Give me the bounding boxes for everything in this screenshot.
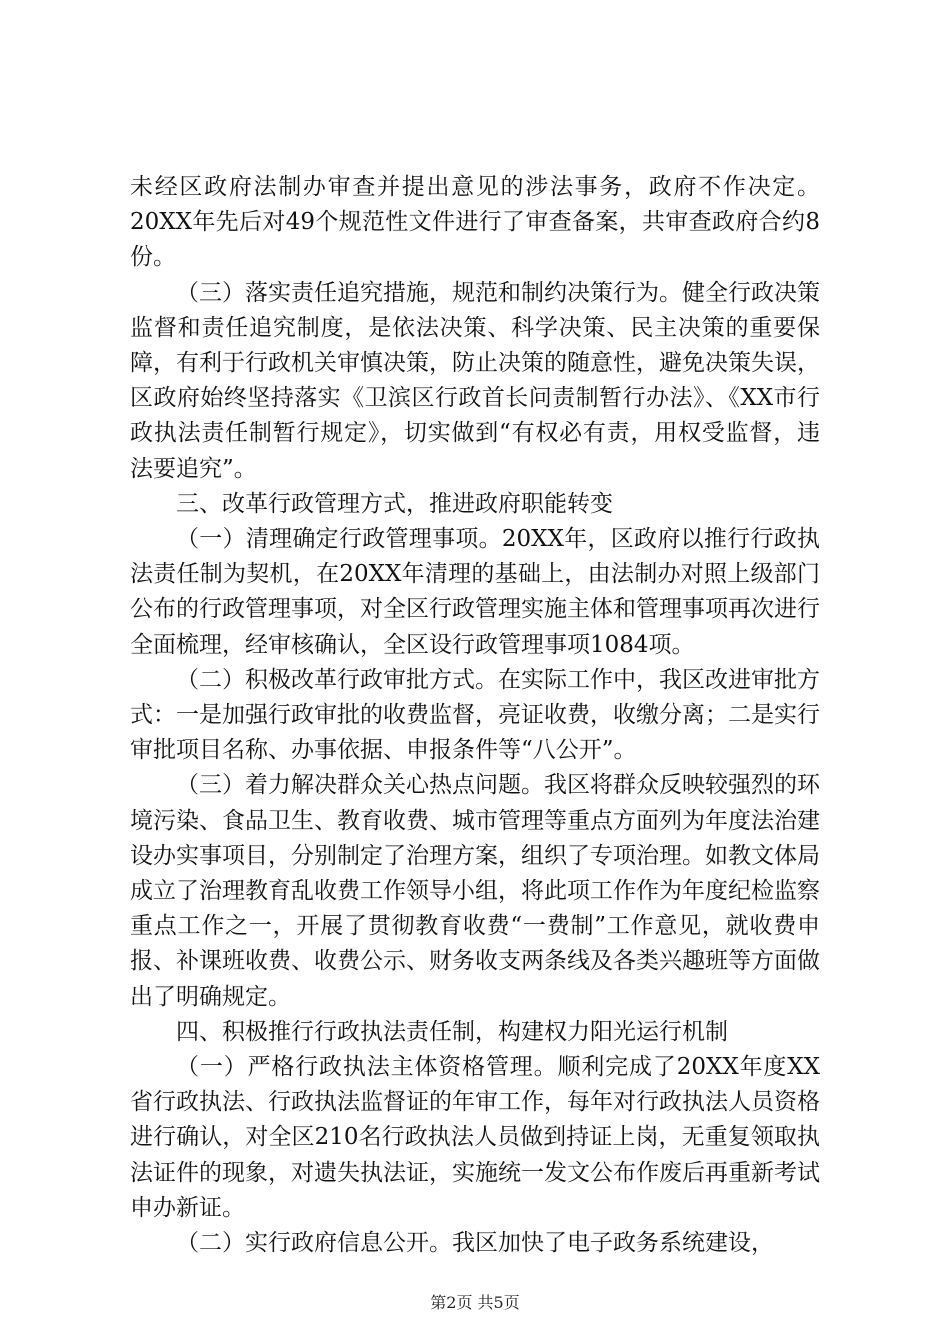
- paragraph-enforcement-qualification: （一）严格行政执法主体资格管理。顺利完成了20XX年度XX省行政执法、行政执法监督证的年审工作，每年对行政执法人员资格进行确认，对全区210名行政执法人员做到持证上岗，无重复领取执法证件的现象，对遗失执法证，实施统一发文公布作废后再重新考试申办新证。: [130, 1054, 820, 1221]
- paragraph-info-disclosure: （二）实行政府信息公开。我区加快了电子政务系统建设，: [176, 1230, 774, 1257]
- section-heading-4: 四、积极推行行政执法责任制，构建权力阳光运行机制: [176, 1018, 728, 1045]
- page-footer: 第2页 共5页: [430, 1293, 520, 1312]
- paragraph-approval-reform: （二）积极改革行政审批方式。在实际工作中，我区改进审批方式：一是加强行政审批的收费监督，亮证收费，收缴分离；二是实行审批项目名称、办事依据、申报条件等“八公开”。: [130, 666, 820, 764]
- paragraph-admin-items: （一）清理确定行政管理事项。20XX年，区政府以推行行政执法责任制为契机，在20XX年清理的基础上，由法制办对照上级部门公布的行政管理事项，对全区行政管理实施主体和管理事项再次进行全面梳理，经审核确认，全区设行政管理事项1084项。: [130, 526, 820, 658]
- document-body: [130, 170, 820, 1261]
- paragraph-hot-issues: （三）着力解决群众关心热点问题。我区将群众反映较强烈的环境污染、食品卫生、教育收费、城市管理等重点方面列为年度法治建设办实事项目，分别制定了治理方案，组织了专项治理。如教文体局成立了治理教育乱收费工作领导小组，将此项工作作为年度纪检监察重点工作之一，开展了贯彻教育收费“一费制”工作意见，就收费申报、补课班收费、收费公示、财务收支两条线及各类兴趣班等方面做出了明确规定。: [130, 772, 820, 1010]
- section-heading-3: 三、改革行政管理方式，推进政府职能转变: [176, 490, 613, 517]
- paragraph-continuation: 未经区政府法制办审查并提出意见的涉法事务，政府不作决定。20XX年先后对49个规范性文件进行了审查备案，共审查政府合约8份。: [130, 174, 820, 271]
- paragraph-decision-accountability: （三）落实责任追究措施，规范和制约决策行为。健全行政决策监督和责任追究制度，是依法决策、科学决策、民主决策的重要保障，有利于行政机关审慎决策，防止决策的随意性，避免决策失误，区政府始终坚持落实《卫滨区行政首长问责制暂行办法》、《XX市行政执法责任制暂行规定》，切实做到“有权必有责，用权受监督，违法要追究”。: [130, 279, 820, 482]
